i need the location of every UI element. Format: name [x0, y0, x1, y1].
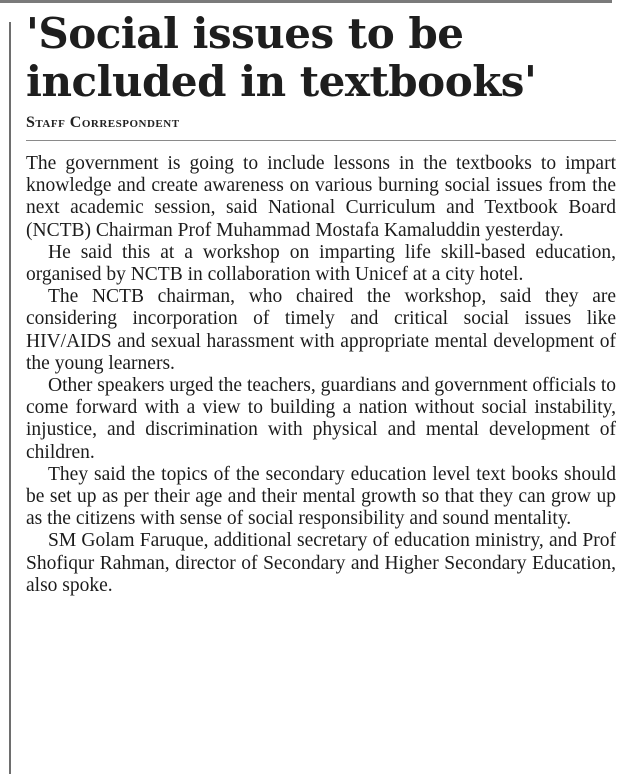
byline-divider — [26, 140, 616, 141]
article-paragraph: The NCTB chairman, who chaired the workshop, said they are considering incorporation of timely and critical social issues like HIV/AIDS and sexual harassment with appropriate mental development of the young learners. — [26, 286, 616, 374]
article-paragraph: SM Golam Faruque, additional secretary of education ministry, and Prof Shofiqur Rahman, director of Secondary and Higher Secondary Education, also spoke. — [26, 530, 616, 596]
article-byline: Staff Correspondent — [26, 114, 180, 131]
article-paragraph: They said the topics of the secondary education level text books should be set up as per their age and their mental growth so that they can grow up as the citizens with sense of social responsibility and sound mentality. — [26, 463, 616, 530]
news-article — [26, 10, 616, 597]
column-rule — [9, 22, 11, 774]
article-paragraph: The government is going to include lessons in the textbooks to impart knowledge and create awareness on various burning social issues from the next academic session, said National Curriculum and Textbook Board (NCTB) Chairman Prof Muhammad Mostafa Kamaluddin yesterday. — [26, 153, 616, 241]
article-paragraph: Other speakers urged the teachers, guardians and government officials to come forward with a view to building a nation without social instability, injustice, and discrimination with physical and mental development of children. — [26, 375, 616, 463]
article-headline: 'Social issues to be included in textbooks' — [26, 9, 537, 106]
article-paragraph: He said this at a workshop on imparting life skill-based education, organised by NCTB in collaboration with Unicef at a city hotel. — [26, 241, 616, 286]
top-rule — [0, 0, 612, 3]
article-body — [26, 153, 616, 597]
